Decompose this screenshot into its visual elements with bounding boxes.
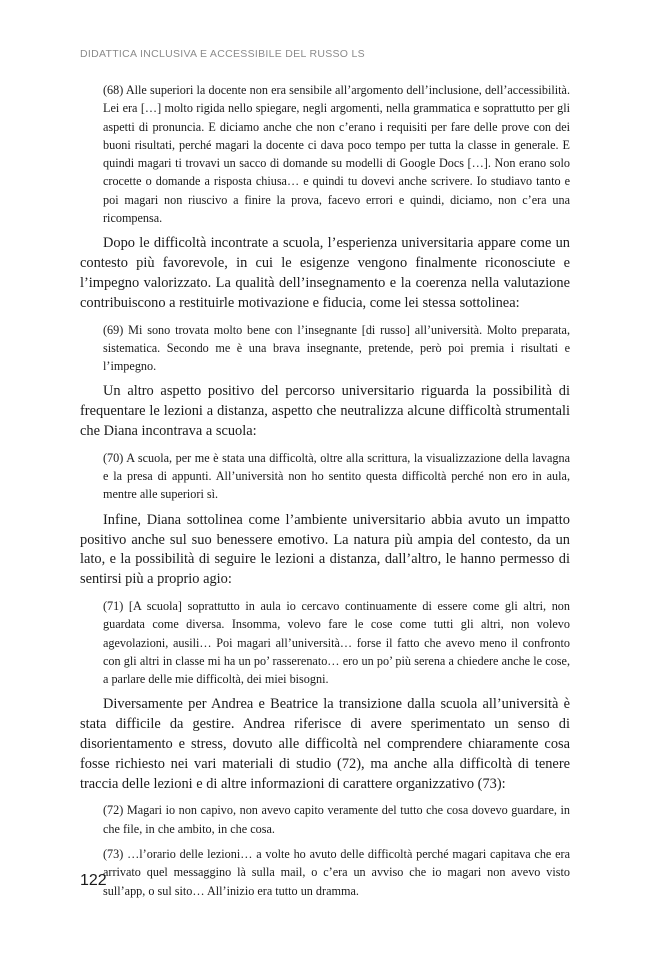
paragraph-4: Diversamente per Andrea e Beatrice la transizione dalla scuola all’università è stata difficile da gestire. Andrea riferisce di avere sperimentato un senso di disorientamento e stress, dovuto alle difficoltà nel comprendere chiaramente cosa fosse richiesto nei vari materiali di studio (72), ma anche alla difficoltà di tenere traccia delle lezioni e di altre informazioni di carattere organizzativo (73): (80, 696, 570, 792)
page-body (80, 81, 570, 907)
paragraph-1: Dopo le difficoltà incontrate a scuola, l’esperienza universitaria appare come un contesto più favorevole, in cui le esigenze vengono finalmente riconosciute e l’impegno valorizzato. La qualità dell’insegnamento e la coerenza nella valutazione contribuiscono a restituirle motivazione e fiducia, come lei stessa sottolinea: (80, 235, 570, 311)
paragraph-2: Un altro aspetto positivo del percorso universitario riguarda la possibilità di frequentare le lezioni a distanza, aspetto che neutralizza alcune difficoltà strumentali che Diana incontrava a scuola: (80, 383, 570, 440)
paragraph-3: Infine, Diana sottolinea come l’ambiente universitario abbia avuto un impatto positivo anche sul suo benessere emotivo. La natura più ampia del contesto, da un lato, e la possibilità di seguire le lezioni a distanza, dall’altro, le hanno permesso di sentirsi più a proprio agio: (80, 511, 570, 588)
quote-73: (73) …l’orario delle lezioni… a volte ho avuto delle difficoltà perché magari capitava che era arrivato quel messaggino là sulla mail, o c’era un avviso che io magari non avevo visto sull’app, o sul sito… All’inizio era tutto un dramma. (103, 846, 570, 898)
quote-72: (72) Magari io non capivo, non avevo capito veramente del tutto che cosa dovevo guardare, in che file, in che ambito, in che cosa. (103, 803, 570, 836)
quote-68: (68) Alle superiori la docente non era sensibile all’argomento dell’inclusione, dell’accessibilità. Lei era […] molto rigida nello spiegare, negli argomenti, nella grammatica e soprattutto per gli aspetti di pronuncia. E diciamo anche che non c’erano i requisiti per fare delle prove con dei buoni risultati, perché magari la docente ci dava poco tempo per tutta la classe in generale. E quindi magari ti trovavi un sacco di domande su modelli di Google Docs […]. Non erano solo crocette o domande a risposta chiusa… e quindi tu dovevi anche scrivere. Io studiavo tanto e poi magari non riuscivo a finire la prova, facevo errori e quindi, diciamo, non c’era una ricompensa. (103, 83, 570, 226)
running-header: DIDATTICA INCLUSIVA E ACCESSIBILE DEL RUSSO LS (80, 48, 365, 60)
quote-69: (69) Mi sono trovata molto bene con l’insegnante [di russo] all’università. Molto preparata, sistematica. Secondo me è una brava insegnante, pretende, però poi premia i risultati e l’impegno. (103, 322, 570, 374)
page-number: 122 (80, 872, 107, 889)
quote-70: (70) A scuola, per me è stata una difficoltà, oltre alla scrittura, la visualizzazione della lavagna e la presa di appunti. All’università non ho sentito questa difficoltà perché non ero in aula, mentre alle superiori sì. (103, 450, 570, 502)
quote-71: (71) [A scuola] soprattutto in aula io cercavo continuamente di essere come gli altri, non guardata come diversa. Insomma, volevo fare le cose come tutti gli altri, non volevo agevolazioni, ausili… Poi magari all’università… forse il fatto che avevo meno il confronto con gli altri in classe mi ha un po’ rasserenato… ero un po’ più serena a chiedere anche le cose, a parlare delle mie difficoltà, dei miei bisogni. (103, 598, 570, 687)
